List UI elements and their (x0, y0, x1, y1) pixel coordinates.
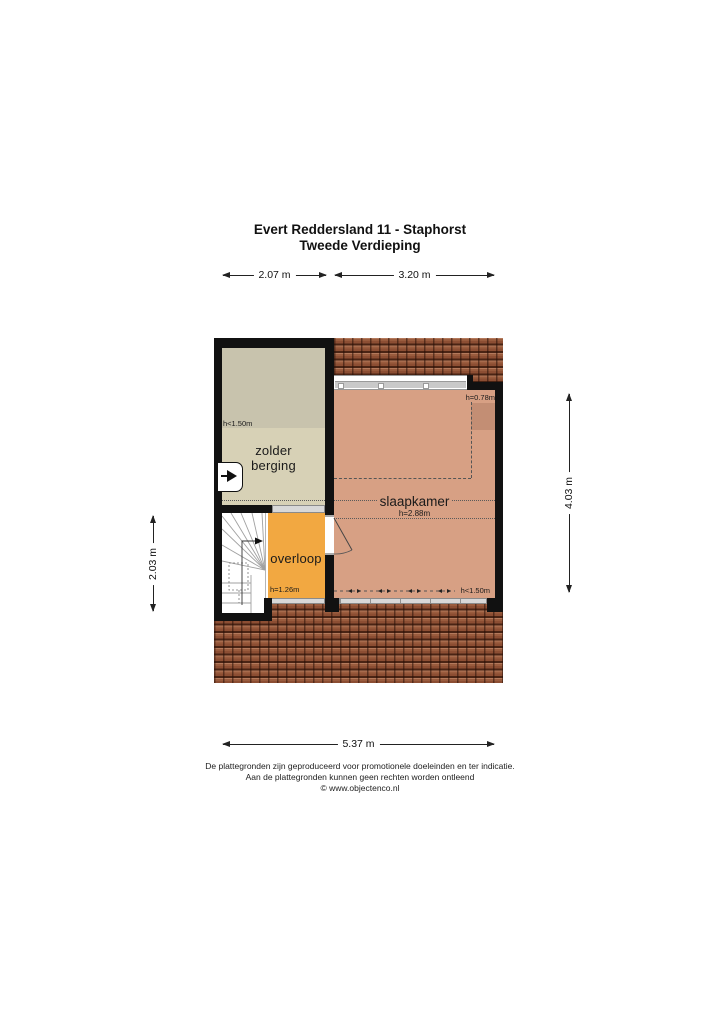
sill-overloop-bottom (268, 598, 325, 604)
dimension-label: 4.03 m (563, 472, 575, 514)
dimension-label: 3.20 m (393, 269, 435, 281)
dormer-dashed-line-horizontal (334, 478, 471, 479)
wall-stairs-bottom (214, 613, 272, 621)
arrowhead-up-icon (566, 393, 572, 401)
window-frame-band (335, 381, 466, 388)
zolder-label-line2: berging (251, 458, 296, 473)
copyright-line: © www.objectenco.nl (320, 783, 400, 793)
arrowhead-right-icon (319, 272, 327, 278)
door-jamb-bottom (325, 553, 334, 555)
arrowhead-right-icon (487, 741, 495, 747)
zolder-height-note: h<1.50m (223, 419, 253, 428)
window-mullion-icon (378, 383, 384, 389)
stairs-diagram (222, 513, 266, 613)
door-opening (325, 517, 334, 553)
dimension-label: 2.03 m (147, 542, 159, 584)
arrowhead-right-icon (487, 272, 495, 278)
dimension-label: 2.07 m (253, 269, 295, 281)
wall-corner-bottom-left (325, 598, 339, 612)
dimension-right (562, 393, 575, 593)
arrowhead-left-icon (334, 272, 342, 278)
dimension-bottom (222, 737, 495, 750)
window-mullion-icon (338, 383, 344, 389)
dimension-left (146, 515, 159, 612)
slaapkamer-dormer-zone (471, 403, 495, 430)
stair-treads (222, 513, 265, 613)
sill-zolder-overloop (272, 505, 325, 513)
wall-zolder-bottom (214, 505, 272, 513)
dormer-dashed-line-vertical (471, 402, 472, 478)
door-overloop-slaapkamer (325, 510, 370, 560)
zolder-label-line1: zolder (255, 443, 292, 458)
dimension-label: 5.37 m (337, 738, 379, 750)
arrowhead-up-icon (150, 515, 156, 523)
sill-slaapkamer-bottom (339, 598, 487, 604)
overloop-height-note: h=1.26m (270, 585, 300, 594)
dimension-top-right (334, 268, 495, 281)
disclaimer-line1: De plattegronden zijn geproduceerd voor promotionele doeleinden en ter indicatie. (205, 761, 515, 771)
slaapkamer-label (334, 494, 495, 509)
slaapkamer-ceiling-height-text: h=2.88m (396, 509, 433, 518)
knee-wall-headroom-line (334, 585, 495, 597)
headroom-arrow-marks (348, 589, 451, 593)
dimension-top-left (222, 268, 327, 281)
dormer-window (333, 375, 468, 390)
wall-top (214, 338, 334, 348)
arrowhead-left-icon (222, 741, 230, 747)
slaapkamer-label-text: slaapkamer (377, 494, 453, 509)
wall-right (495, 382, 503, 612)
overloop-label: overloop (270, 551, 322, 566)
page-title: Evert Reddersland 11 - Staphorst (253, 222, 467, 237)
door-swing-arc (334, 550, 352, 554)
disclaimer-line2: Aan de plattegronden kunnen geen rechten worden ontleend (245, 772, 475, 782)
slaapkamer-knee-height-text: h<1.50m (458, 586, 493, 595)
arrowhead-left-icon (222, 272, 230, 278)
door-leaf (334, 518, 352, 550)
stair-opening-dashed-outline (229, 563, 248, 590)
window-mullion-icon (423, 383, 429, 389)
arrowhead-down-icon (150, 604, 156, 612)
page-subtitle: Tweede Verdieping (299, 238, 421, 253)
slaapkamer-dormer-height-note: h=0.78m (465, 393, 495, 402)
wall-corner-bottom-right (487, 598, 503, 612)
arrowhead-down-icon (566, 585, 572, 593)
zolder-low-ceiling-zone (222, 348, 325, 428)
door-jamb-top (325, 515, 334, 517)
wall-divider-upper (325, 348, 334, 517)
